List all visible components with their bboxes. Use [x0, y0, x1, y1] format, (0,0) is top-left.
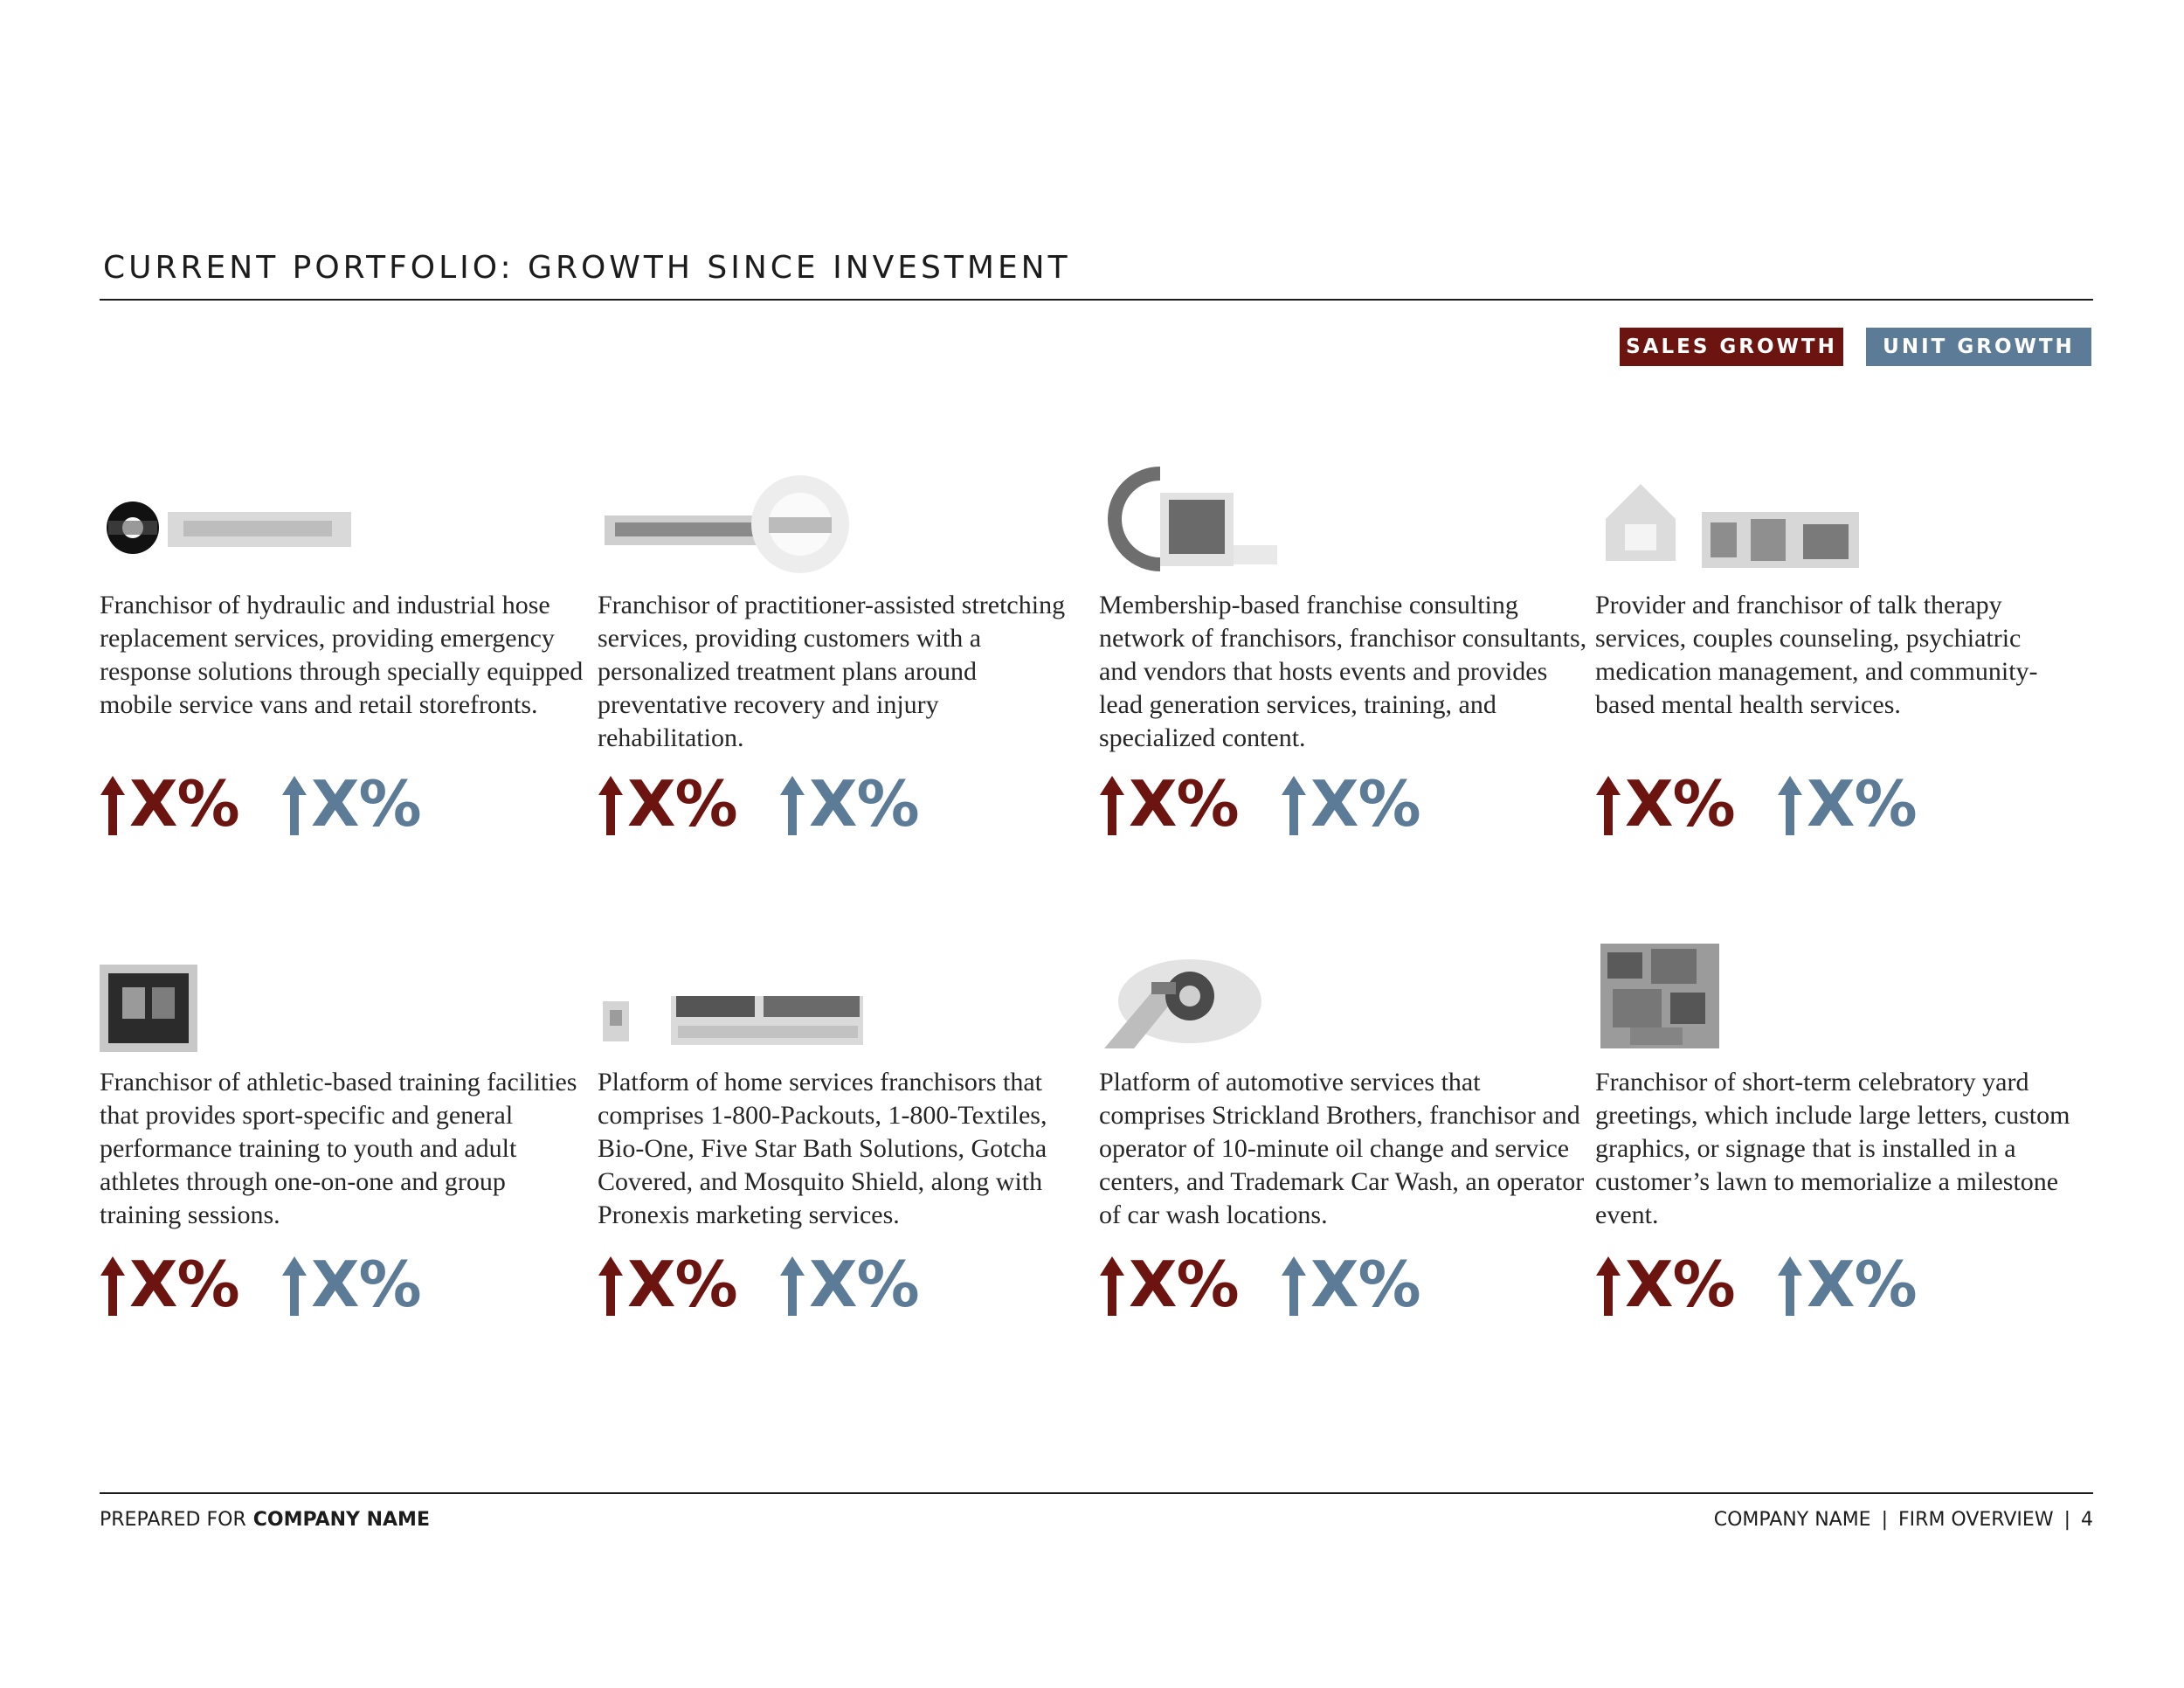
sales-growth-value: X%: [129, 1248, 239, 1321]
company-logo: [100, 486, 362, 591]
sales-growth-value: X%: [1625, 767, 1735, 841]
up-arrow-icon: [1595, 1256, 1621, 1316]
footer-section: FIRM OVERVIEW: [1898, 1509, 2054, 1531]
sales-growth-value: X%: [1625, 1248, 1735, 1321]
growth-metrics: [100, 1248, 589, 1323]
company-logo: [100, 961, 204, 1057]
company-description: Membership-based franchise consulting network of franchisors, franchisor consultants, and vendors that hosts events and provides lead generation services, training, and specialized content.: [1099, 591, 1587, 752]
up-arrow-icon: [1777, 776, 1803, 835]
sales-growth-value: X%: [1129, 1248, 1239, 1321]
company-description: Platform of automotive services that comprises Strickland Brothers, franchisor and operator of 10-minute oil change and service centers, and Trademark Car Wash, an operator of car wash locations.: [1099, 1068, 1585, 1229]
growth-metrics: [1595, 1248, 2084, 1323]
up-arrow-icon: [598, 776, 624, 835]
footer-prepared-for: [100, 1509, 430, 1531]
up-arrow-icon: [100, 1256, 126, 1316]
growth-metrics: [100, 767, 589, 842]
footer-page-info: [1714, 1509, 2093, 1531]
up-arrow-icon: [779, 776, 805, 835]
sales-growth-value: X%: [1129, 767, 1239, 841]
unit-growth-value: X%: [1807, 1248, 1917, 1321]
growth-metrics: [1595, 767, 2084, 842]
up-arrow-icon: [779, 1256, 805, 1316]
company-description: Franchisor of athletic-based training facilities that provides sport-specific and general performance training to youth and adult athletes through one-on-one and group training sessions.: [100, 1068, 577, 1229]
company-logo: [1595, 940, 1735, 1054]
unit-growth-value: X%: [1310, 1248, 1420, 1321]
company-description: Franchisor of short-term celebratory yard greetings, which include large letters, custom graphics, or signage that is installed in a customer’s lawn to memorialize a milestone event.: [1595, 1068, 2070, 1229]
unit-growth-value: X%: [311, 767, 421, 841]
up-arrow-icon: [281, 1256, 308, 1316]
up-arrow-icon: [1595, 776, 1621, 835]
company-description: Franchisor of practitioner-assisted stretching services, providing customers with a personalized treatment plans around preventative recovery and injury rehabilitation.: [598, 591, 1066, 752]
company-logo: [598, 979, 877, 1075]
up-arrow-icon: [598, 1256, 624, 1316]
company-logo: [598, 461, 877, 584]
company-description: Platform of home services franchisors that comprises 1-800-Packouts, 1-800-Textiles, Bio-One, Five Star Bath Solutions, Gotcha Covered, and Mosquito Shield, along with Pronexis marketing services.: [598, 1068, 1047, 1229]
up-arrow-icon: [1099, 776, 1125, 835]
growth-metrics: [1099, 1248, 1588, 1323]
page-number: 4: [2081, 1509, 2093, 1531]
unit-growth-value: X%: [809, 767, 919, 841]
up-arrow-icon: [1281, 776, 1307, 835]
up-arrow-icon: [1777, 1256, 1803, 1316]
sales-growth-legend: SALES GROWTH: [1620, 328, 1843, 366]
header-rule: [100, 299, 2093, 301]
sales-growth-value: X%: [627, 1248, 737, 1321]
unit-growth-legend: UNIT GROWTH: [1866, 328, 2091, 366]
unit-growth-value: X%: [809, 1248, 919, 1321]
growth-metrics: [1099, 767, 1588, 842]
sales-growth-value: X%: [129, 767, 239, 841]
footer-separator: |: [2063, 1509, 2070, 1531]
footer-company: COMPANY NAME: [1713, 1509, 1871, 1531]
growth-metrics: [598, 1248, 1087, 1323]
company-logo: [1595, 477, 1875, 582]
client-name: COMPANY NAME: [252, 1509, 430, 1531]
company-description: Provider and franchisor of talk therapy services, couples counseling, psychiatric medication management, and community-based mental health services.: [1595, 591, 2038, 719]
up-arrow-icon: [281, 776, 308, 835]
page-title: CURRENT PORTFOLIO: GROWTH SINCE INVESTMENT: [103, 250, 1071, 286]
up-arrow-icon: [1281, 1256, 1307, 1316]
growth-metrics: [598, 767, 1087, 842]
up-arrow-icon: [1099, 1256, 1125, 1316]
footer-separator: |: [1881, 1509, 1889, 1531]
company-logo: [1099, 461, 1291, 575]
company-description: Franchisor of hydraulic and industrial hose replacement services, providing emergency response solutions through specially equipped mobile service vans and retail storefronts.: [100, 591, 584, 719]
prepared-for-label: PREPARED FOR: [100, 1509, 246, 1531]
footer-rule: [100, 1492, 2093, 1494]
unit-growth-value: X%: [1310, 767, 1420, 841]
unit-growth-value: X%: [311, 1248, 421, 1321]
company-logo: [1099, 944, 1274, 1057]
up-arrow-icon: [100, 776, 126, 835]
sales-growth-value: X%: [627, 767, 737, 841]
unit-growth-value: X%: [1807, 767, 1917, 841]
